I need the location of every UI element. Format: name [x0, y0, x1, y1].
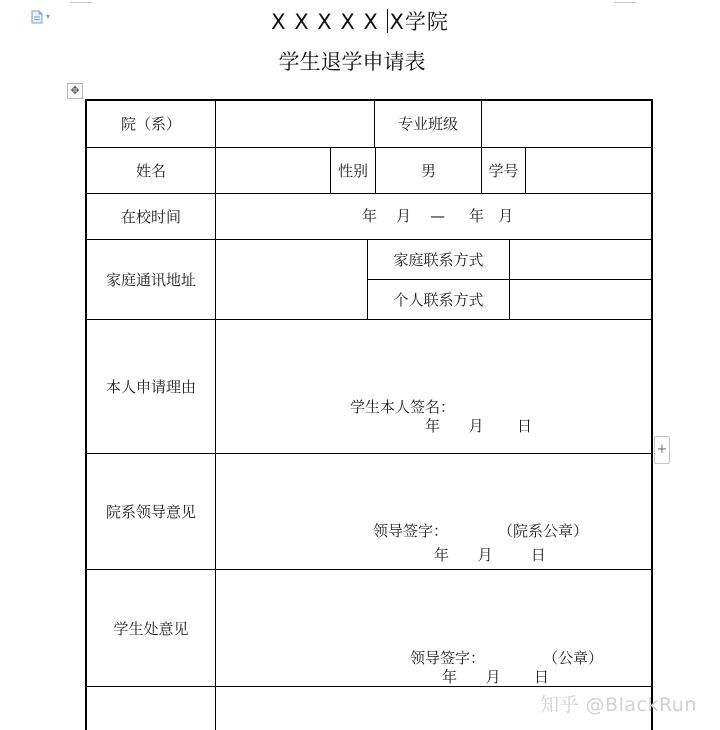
- date-line: 年 月 日: [442, 668, 549, 686]
- label-gender: 性别: [337, 162, 368, 180]
- label-name: 姓名: [135, 162, 166, 180]
- leader-signature-label: 领导签字：: [373, 522, 449, 540]
- input-student-id[interactable]: [526, 148, 651, 193]
- value-enrollment-period[interactable]: 年 月 — 年 月: [362, 207, 514, 225]
- label-cell-cutoff: [87, 687, 215, 730]
- seal-label: （公章）: [543, 649, 604, 667]
- input-personal-contact[interactable]: [510, 280, 651, 319]
- label-student-office-opinion: 学生处意见: [113, 619, 189, 638]
- date-line: 年 月 日: [425, 417, 532, 435]
- label-reason: 本人申请理由: [105, 378, 196, 396]
- date-line: 年 月 日: [434, 546, 546, 564]
- label-home-address: 家庭通讯地址: [105, 271, 196, 289]
- input-department[interactable]: [216, 100, 374, 147]
- label-student-id: 学号: [488, 162, 519, 180]
- chevron-down-icon[interactable]: ▾: [46, 12, 51, 21]
- school-title-placeholder: X X X X X: [271, 10, 379, 34]
- input-major-class[interactable]: [482, 100, 651, 147]
- label-major-class: 专业班级: [397, 115, 458, 133]
- watermark: 知乎 @BlackRun: [540, 694, 697, 716]
- input-name[interactable]: [216, 148, 330, 193]
- input-home-address[interactable]: [216, 240, 367, 319]
- dept-seal-label: （院系公章）: [498, 522, 589, 540]
- form-title[interactable]: 学生退学申请表: [278, 50, 426, 74]
- label-department: 院（系）: [120, 115, 181, 133]
- table-move-icon[interactable]: ✥: [67, 83, 83, 99]
- leader-signature-label: 领导签字：: [410, 649, 486, 667]
- col-divider: [215, 100, 216, 730]
- add-column-icon[interactable]: +: [654, 436, 670, 464]
- label-family-contact: 家庭联系方式: [393, 251, 484, 269]
- value-gender[interactable]: 男: [420, 162, 436, 180]
- school-title-suffix: X学院: [389, 10, 449, 34]
- label-enrollment-period: 在校时间: [120, 208, 181, 226]
- label-dept-opinion: 院系领导意见: [105, 503, 196, 521]
- student-signature-label: 学生本人签名：: [350, 398, 456, 416]
- input-family-contact[interactable]: [510, 240, 651, 279]
- label-personal-contact: 个人联系方式: [393, 291, 484, 309]
